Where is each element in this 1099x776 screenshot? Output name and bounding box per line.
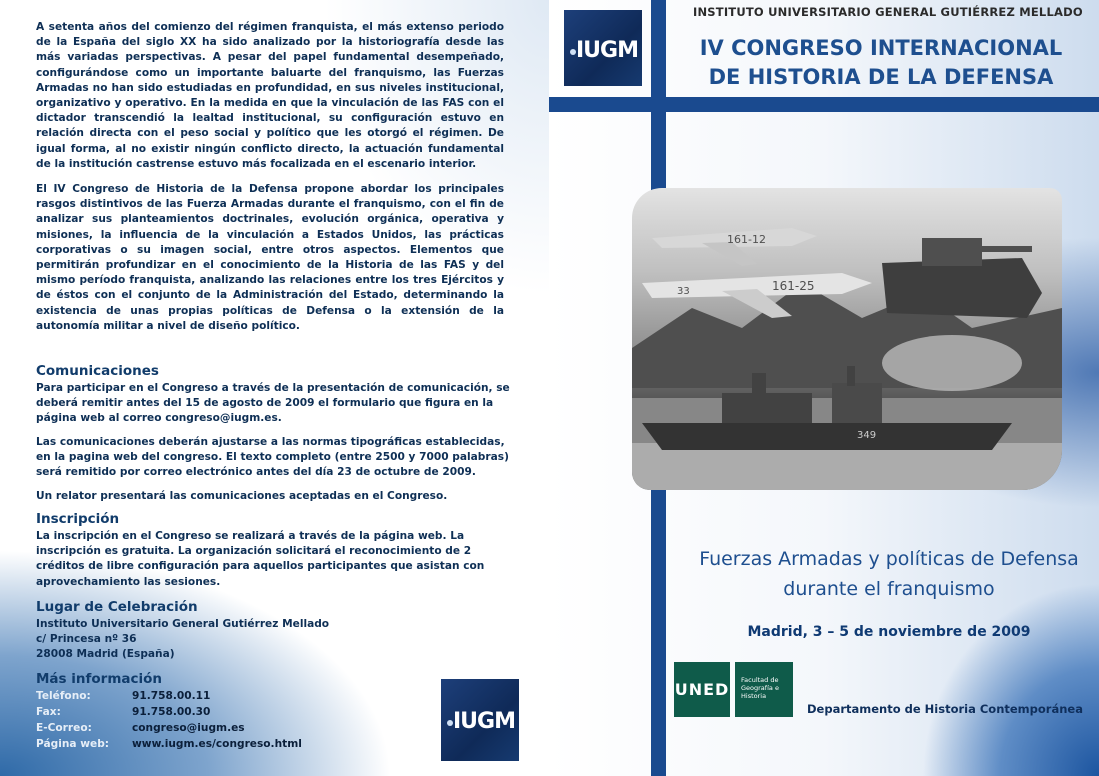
event-subtitle-line-2: durante el franquismo [783,578,995,600]
event-dates: Madrid, 3 – 5 de noviembre de 2009 [747,624,1031,640]
contact-value[interactable]: www.iugm.es/congreso.html [132,738,302,750]
intro-paragraph-1: A setenta años del comienzo del régimen franquista, el más extenso periodo de la España del siglo XX ha sido analizado por la historiografía desde las más variadas perspectivas. A pesar del papel fundamental desempeñado, configurándose como un importante baluarte del franquismo, las Fuerzas Armadas no han sido estudiadas en profundidad, en sus niveles institucional, organizativo y operativo. En la medida en que la vinculación de las FAS con el dictador transcendió la lealtad institucional, su configuración estuvo en relación directa con el peso social y político que les otorgó el régimen. De igual forma, al no existir ningún conflicto directo, la actuación fundamental de la institución castrense estuvo más focalizada en el escenario interior. [36,21,504,170]
military-collage-photo [632,188,1062,490]
info-heading: Más información [36,671,163,687]
comunicaciones-text-1: Para participar en el Congreso a través de la presentación de comunicación, se deberá remitir antes del 15 de agosto de 2009 el formulario que figura en la página web al correo congreso@iugm.es. [36,382,510,425]
plane2-number: 33 [677,286,690,297]
plane2-mark: 161-25 [772,279,815,293]
comunicaciones-text-2: Las comunicaciones deberán ajustarse a las normas tipográficas establecidas, en la pagina web del congreso. El texto completo (entre 2500 y 7000 palabras) será remitido por correo electrónico antes del día 23 de octubre de 2009. [36,436,509,479]
ship-mark: 349 [857,430,877,441]
venue-address [36,617,510,663]
contact-label: Teléfono: [36,690,91,702]
contact-website [36,738,302,750]
plane1-mark: 161-12 [727,233,766,246]
right-panel [549,0,1099,776]
institute-name: INSTITUTO UNIVERSITARIO GENERAL GUTIÉRREZ MELLADO [693,5,1083,19]
logo-text: IUGM [576,38,638,63]
comunicaciones-text-3: Un relator presentará las comunicaciones aceptadas en el Congreso. [36,490,448,502]
department-name: Departamento de Historia Contemporánea [807,702,1083,716]
faculty-logo [735,662,793,717]
contact-label: E-Correo: [36,722,92,734]
contact-label: Fax: [36,706,61,718]
logo-text: IUGM [453,709,515,734]
inscripcion-text: La inscripción en el Congreso se realizará a través de la página web. La inscripción es gratuita. La organización solicitará el reconocimiento de 2 créditos de libre configuración para aquellos participantes que asistan con aprovechamiento las sesiones. [36,530,485,588]
congress-title-line-1: IV CONGRESO INTERNACIONAL [699,36,1063,60]
contact-label: Página web: [36,738,110,750]
contact-email [36,722,245,734]
venue-city: 28008 Madrid (España) [36,648,175,661]
contact-fax [36,706,210,718]
horizontal-blue-bar [549,97,1099,112]
contact-value[interactable]: congreso@iugm.es [132,722,245,734]
left-panel [0,0,549,776]
uned-logo: UNED [674,662,730,717]
iugm-logo-top [564,10,642,86]
contact-value: 91.758.00.11 [132,690,211,702]
faculty-name: Facultad de Geografía e Historia [741,676,779,700]
venue-name: Instituto Universitario General Gutiérrez Mellado [36,618,330,630]
lugar-heading: Lugar de Celebración [36,599,198,615]
contact-phone [36,690,210,702]
collage-illustration [632,188,1062,490]
event-subtitle-line-1: Fuerzas Armadas y políticas de Defensa [699,548,1079,570]
contact-value: 91.758.00.30 [132,706,211,718]
comunicaciones-heading: Comunicaciones [36,363,159,379]
iugm-logo-bottom [441,679,519,761]
venue-street: c/ Princesa nº 36 [36,633,137,646]
inscripcion-heading: Inscripción [36,511,120,527]
congress-title-line-2: DE HISTORIA DE LA DEFENSA [708,65,1054,89]
intro-paragraph-2: El IV Congreso de Historia de la Defensa propone abordar los principales rasgos distintivos de las Fuerza Armadas durante el franquismo, con el fin de analizar sus planteamientos doctrinales, evolución orgánica, operativa y misiones, la influencia de la vinculación a Estados Unidos, las prácticas corporativas o su imagen social, entre otros aspectos. Elementos que permitirán profundizar en el conocimiento de la Historia de las FAS y del mismo período franquista, analizando las relaciones entre los tres Ejércitos y de éstos con el conjunto de la Administración del Estado, determinando la existencia de unas propias políticas de Defensa o la extensión de la autonomía militar a nivel de diseño político. [36,183,504,332]
